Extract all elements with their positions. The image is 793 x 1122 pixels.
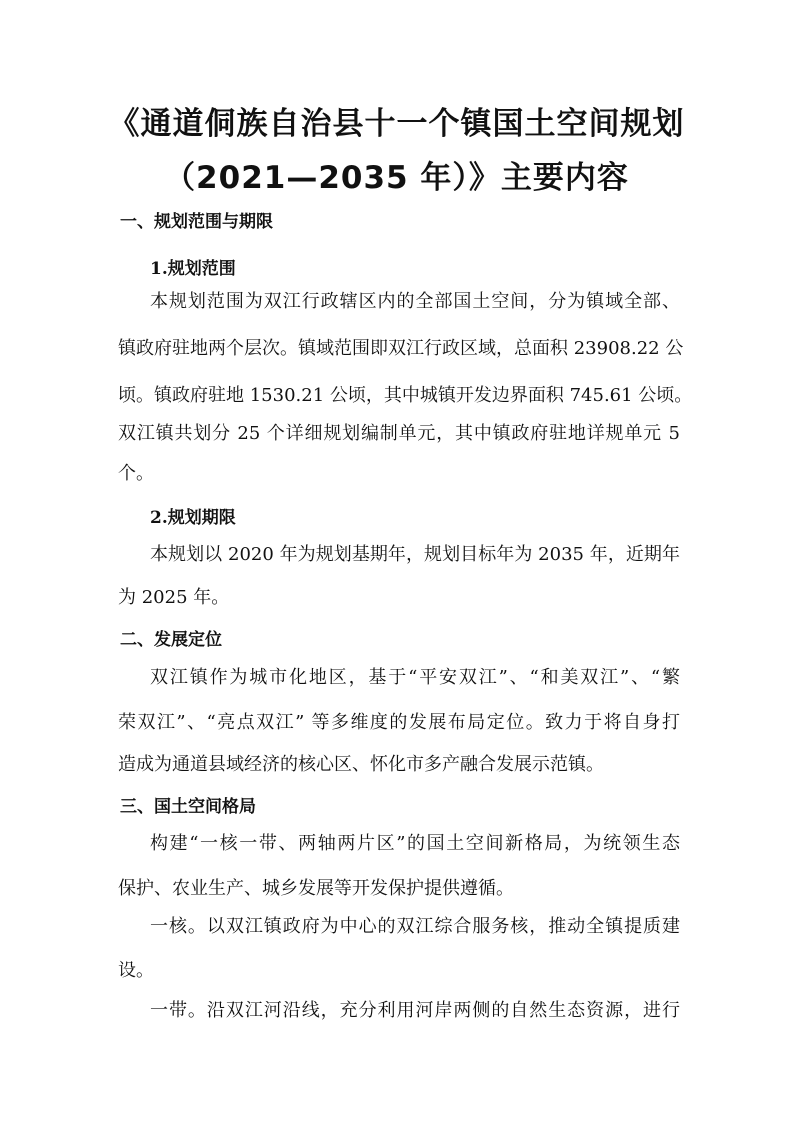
paragraph-line: 双江镇作为城市化地区，基于“平安双江”、“和美双江”、“繁 <box>150 667 680 688</box>
paragraph-line: 一带。沿双江河沿线，充分利用河岸两侧的自然生态资源，进行 <box>150 1000 680 1021</box>
section-heading-scope-and-period: 一、规划范围与期限 <box>120 212 273 232</box>
paragraph-line: 顷。镇政府驻地 1530.21 公顷，其中城镇开发边界面积 745.61 公顷。 <box>118 385 693 406</box>
paragraph-line: 荣双江”、“亮点双江” 等多维度的发展布局定位。致力于将自身打 <box>118 712 680 733</box>
paragraph-line: 双江镇共划分 25 个详细规划编制单元，其中镇政府驻地详规单元 5 <box>118 423 680 444</box>
section-heading-spatial-pattern: 三、国土空间格局 <box>120 797 256 817</box>
paragraph-line: 本规划范围为双江行政辖区内的全部国土空间，分为镇域全部、 <box>150 291 680 312</box>
paragraph-line: 造成为通道县域经济的核心区、怀化市多产融合发展示范镇。 <box>118 754 604 775</box>
document-title-line-1: 《通道侗族自治县十一个镇国土空间规划 <box>108 106 685 142</box>
paragraph-line: 镇政府驻地两个层次。镇域范围即双江行政区域，总面积 23908.22 公 <box>118 338 684 359</box>
subsection-heading-planning-scope: 1.规划范围 <box>150 259 236 279</box>
paragraph-line: 一核。以双江镇政府为中心的双江综合服务核，推动全镇提质建 <box>150 916 680 937</box>
paragraph-line: 为 2025 年。 <box>118 587 230 608</box>
section-heading-development-positioning: 二、发展定位 <box>120 630 222 650</box>
paragraph-line: 个。 <box>118 463 154 484</box>
document-title-line-2: （2021—2035 年）》主要内容 <box>164 160 629 196</box>
paragraph-line: 设。 <box>118 960 154 981</box>
paragraph-line: 本规划以 2020 年为规划基期年，规划目标年为 2035 年，近期年 <box>150 544 680 565</box>
paragraph-line: 构建“一核一带、两轴两片区”的国土空间新格局，为统领生态 <box>150 833 680 854</box>
paragraph-line: 保护、农业生产、城乡发展等开发保护提供遵循。 <box>118 878 514 899</box>
subsection-heading-planning-period: 2.规划期限 <box>150 508 236 528</box>
